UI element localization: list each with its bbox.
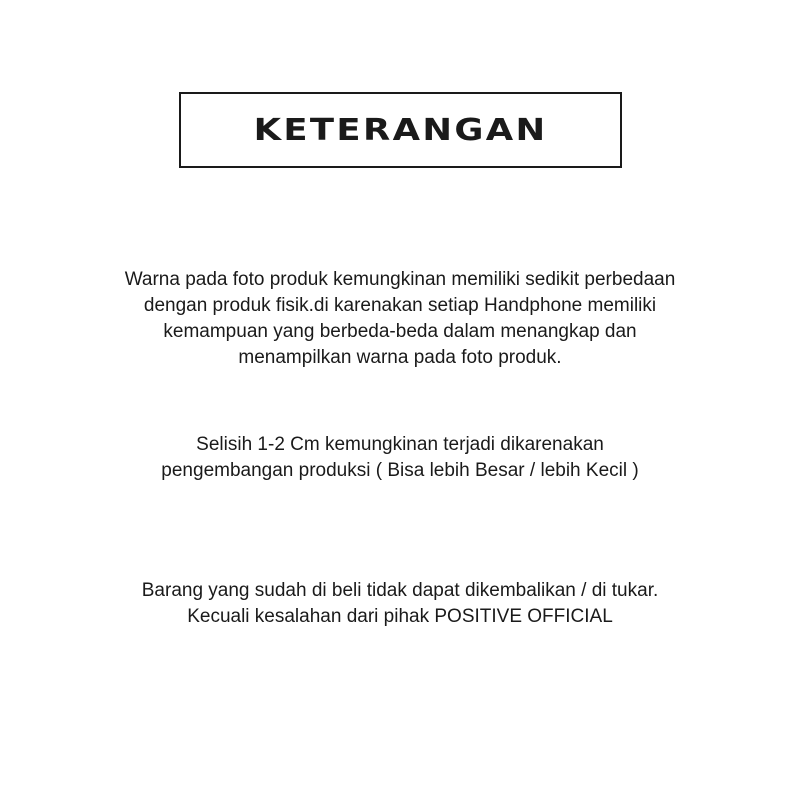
paragraph-line: pengembangan produksi ( Bisa lebih Besar / lebih Kecil ) (161, 460, 639, 481)
paragraph-line: Warna pada foto produk kemungkinan memiliki sedikit perbedaan (124, 269, 676, 290)
color-disclaimer-paragraph (0, 267, 800, 371)
size-disclaimer-paragraph (0, 432, 800, 484)
paragraph-line: Selisih 1-2 Cm kemungkinan terjadi dikarenakan (196, 434, 604, 455)
paragraph-line: Kecuali kesalahan dari pihak POSITIVE OFFICIAL (187, 606, 613, 627)
paragraph-line: kemampuan yang berbeda-beda dalam menangkap dan (163, 321, 637, 342)
paragraph-line: menampilkan warna pada foto produk. (238, 347, 562, 368)
paragraph-line: dengan produk fisik.di karenakan setiap Handphone memiliki (143, 295, 657, 316)
paragraph-line: Barang yang sudah di beli tidak dapat dikembalikan / di tukar. (141, 580, 659, 601)
page-title: KETERANGAN (253, 112, 548, 148)
title-box (179, 92, 622, 168)
return-policy-paragraph (0, 578, 800, 630)
